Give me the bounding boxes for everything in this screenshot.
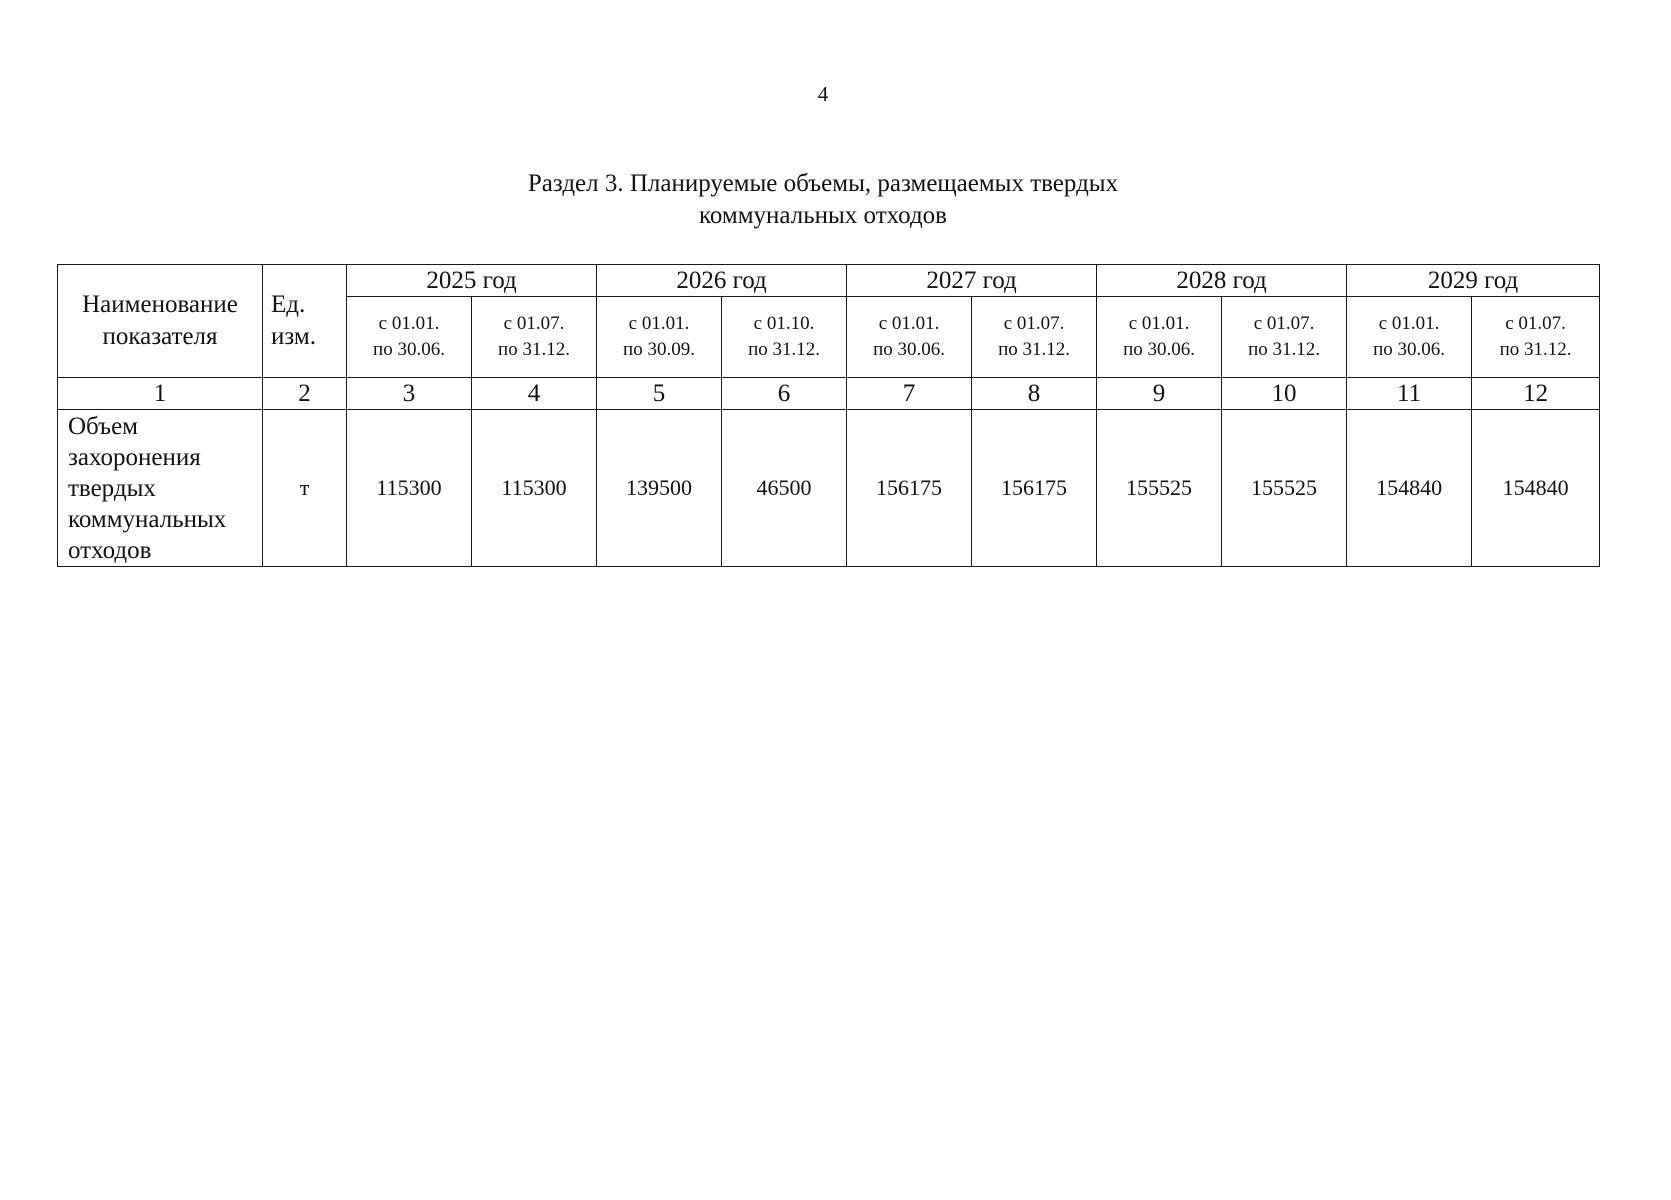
- year-header-row: [58, 265, 1600, 297]
- period-from: с 01.01.: [1128, 313, 1190, 334]
- year-header: 2026 год: [597, 265, 847, 297]
- period-from: с 01.01.: [378, 313, 440, 334]
- period-to: по 31.12.: [998, 339, 1070, 360]
- column-number: 10: [1222, 378, 1347, 410]
- period-to: по 30.06.: [1123, 339, 1195, 360]
- period-to: по 31.12.: [1499, 339, 1572, 360]
- period-header: [597, 297, 722, 378]
- table-row: [58, 410, 1600, 567]
- period-header: [722, 297, 847, 378]
- period-to: по 31.12.: [748, 339, 820, 360]
- year-header: 2027 год: [847, 265, 1097, 297]
- value-cell: 156175: [847, 410, 972, 567]
- value-cell: 156175: [972, 410, 1097, 567]
- column-number: 7: [847, 378, 972, 410]
- period-header: [1222, 297, 1347, 378]
- period-from: с 01.07.: [1505, 313, 1566, 334]
- column-number: 8: [972, 378, 1097, 410]
- period-from: с 01.07.: [1003, 313, 1065, 334]
- year-header: 2029 год: [1347, 265, 1600, 297]
- section-title: [0, 168, 1646, 232]
- value-cell: 154840: [1347, 410, 1472, 567]
- page-number: 4: [817, 82, 829, 106]
- value-cell: 155525: [1222, 410, 1347, 567]
- column-number: 11: [1347, 378, 1472, 410]
- period-header: [972, 297, 1097, 378]
- value-cell: 46500: [722, 410, 847, 567]
- period-to: по 31.12.: [1248, 339, 1321, 360]
- period-to: по 30.09.: [623, 339, 695, 360]
- column-number: 9: [1097, 378, 1222, 410]
- value-cell: 115300: [472, 410, 597, 567]
- period-header: [847, 297, 972, 378]
- period-header: [472, 297, 597, 378]
- waste-volume-table: [57, 264, 1600, 567]
- year-header: 2025 год: [347, 265, 597, 297]
- column-number: 5: [597, 378, 722, 410]
- column-number: 2: [263, 378, 347, 410]
- period-header: [347, 297, 472, 378]
- period-from: с 01.01.: [628, 313, 690, 334]
- period-from: с 01.01.: [878, 313, 940, 334]
- period-from: с 01.01.: [1378, 313, 1440, 334]
- column-number-row: [58, 378, 1600, 410]
- indicator-unit: т: [263, 410, 347, 567]
- period-header: [1347, 297, 1472, 378]
- value-cell: 154840: [1472, 410, 1600, 567]
- value-cell: 139500: [597, 410, 722, 567]
- header-indicator-name: Наименование показателя: [58, 265, 263, 378]
- period-header: [1097, 297, 1222, 378]
- header-unit: Ед. изм.: [263, 265, 347, 378]
- period-to: по 30.06.: [373, 339, 445, 360]
- indicator-name: Объем захоронения твердых коммунальных отходов: [58, 410, 263, 567]
- column-number: 1: [58, 378, 263, 410]
- value-cell: 155525: [1097, 410, 1222, 567]
- period-from: с 01.07.: [1253, 313, 1315, 334]
- period-to: по 30.06.: [873, 339, 945, 360]
- period-to: по 30.06.: [1373, 339, 1446, 360]
- period-from: с 01.10.: [753, 313, 815, 334]
- column-number: 4: [472, 378, 597, 410]
- section-title-line-2: коммунальных отходов: [699, 202, 947, 229]
- section-title-line-1: Раздел 3. Планируемые объемы, размещаемых твердых: [527, 170, 1119, 197]
- column-number: 3: [347, 378, 472, 410]
- period-header: [1472, 297, 1600, 378]
- year-header: 2028 год: [1097, 265, 1347, 297]
- column-number: 12: [1472, 378, 1600, 410]
- period-from: с 01.07.: [503, 313, 565, 334]
- column-number: 6: [722, 378, 847, 410]
- value-cell: 115300: [347, 410, 472, 567]
- period-to: по 31.12.: [498, 339, 570, 360]
